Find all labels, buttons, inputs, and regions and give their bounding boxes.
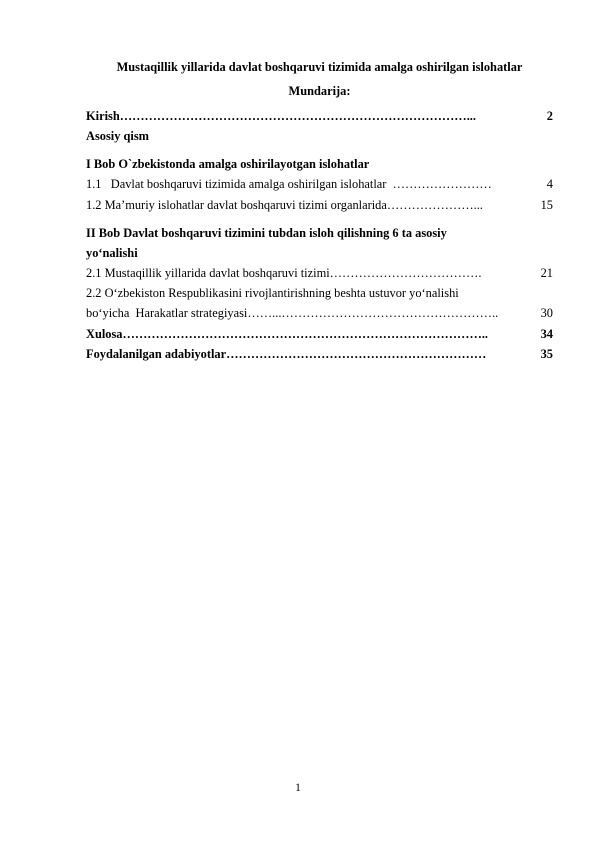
toc-leader-dots: …………………………………………………………………………….. (122, 327, 489, 341)
toc-entry-label: 1.1 Davlat boshqaruvi tizimida amalga oshirilgan islohatlar (86, 177, 393, 191)
toc-heading: Mundarija: (288, 84, 351, 98)
toc-page-number: 34 (540, 327, 553, 341)
toc-entry-1-1 (86, 176, 553, 192)
toc-entry-label: Kirish (86, 109, 120, 123)
toc-page-number: 4 (546, 177, 553, 191)
toc-entry-foydalanilgan (86, 346, 553, 362)
toc-page-number: 35 (540, 347, 553, 361)
toc-leader-dots: ……………………………………………………… (226, 347, 487, 361)
toc-entry-label: 2.1 Mustaqillik yillarida davlat boshqaruvi tizimi (86, 266, 330, 280)
toc-entry-asosiy-qism: Asosiy qism (86, 129, 149, 143)
toc-leader-dots: …………………... (386, 198, 483, 212)
toc-entry-xulosa (86, 326, 553, 342)
toc-leader-dots: …………………………………………………………………………... (119, 109, 476, 123)
toc-chapter-2-cont: yo‘nalishi (86, 246, 138, 260)
toc-entry-label: bo‘yicha Harakatlar strategiyasi (86, 306, 248, 320)
toc-entry-2-1 (86, 265, 553, 281)
toc-entry-2-2: 2.2 O‘zbekiston Respublikasini rivojlantirishning beshta ustuvor yo‘nalishi (86, 286, 459, 300)
toc-entry-label: Foydalanilgan adabiyotlar (86, 347, 227, 361)
toc-page-number: 15 (540, 198, 553, 212)
page-number: 1 (295, 782, 301, 794)
toc-entry-kirish (86, 108, 553, 124)
toc-page-number: 30 (540, 306, 553, 320)
toc-entry-1-2 (86, 197, 553, 213)
toc-page-number: 2 (546, 109, 553, 123)
toc-page-number: 21 (540, 266, 553, 280)
toc-entry-2-2-cont (86, 305, 553, 321)
toc-entry-label: Xulosa (86, 327, 123, 341)
document-title: Mustaqillik yillarida davlat boshqaruvi tizimida amalga oshirilgan islohatlar (116, 60, 523, 74)
toc-entry-label: 1.2 Ma’muriy islohatlar davlat boshqaruvi tizimi organlarida (86, 198, 387, 212)
toc-leader-dots: …………………… (392, 177, 492, 191)
toc-leader-dots: ………………………………. (329, 266, 482, 280)
toc-chapter-2: II Bob Davlat boshqaruvi tizimini tubdan isloh qilishning 6 ta asosiy (86, 226, 447, 240)
toc-leader-dots: ……...…………………………………………….. (247, 306, 499, 320)
toc-chapter-1: I Bob O`zbekistonda amalga oshirilayotgan islohatlar (86, 157, 370, 171)
